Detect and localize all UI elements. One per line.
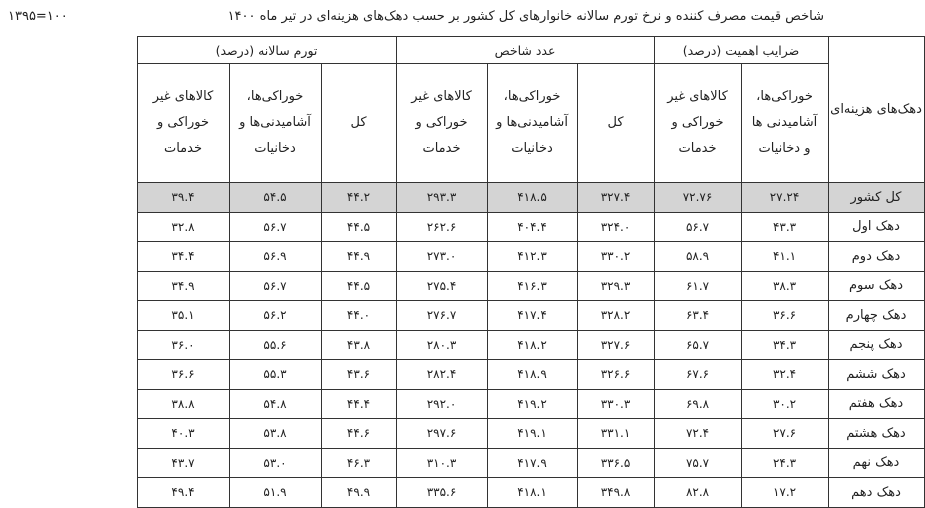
table-row [4,419,924,449]
table-row [4,301,924,331]
cell-t-food: ۵۳.۰ [229,448,321,478]
cell-t-food: ۵۵.۳ [229,360,321,390]
cell-i-total: ۳۳۱.۱ [577,419,654,449]
cell-t-food: ۵۳.۸ [229,419,321,449]
table-body [4,183,924,508]
cell-t-nonfood: ۳۲.۸ [137,212,229,242]
row-label: دهک دوم [828,242,924,272]
cell-i-food: ۴۰۴.۴ [487,212,577,242]
group-header-inflation: تورم سالانه (درصد) [137,37,396,64]
cell-w-food: ۳۶.۶ [741,301,828,331]
row-label: دهک نهم [828,448,924,478]
cell-w-food: ۳۴.۳ [741,330,828,360]
table-row [4,242,924,272]
cell-t-total: ۴۳.۶ [321,360,396,390]
cell-w-food: ۲۷.۲۴ [741,183,828,213]
cell-i-nonfood: ۲۶۲.۶ [396,212,487,242]
cell-i-total: ۳۲۷.۶ [577,330,654,360]
cell-w-nonfood: ۷۲.۷۶ [654,183,741,213]
cell-t-total: ۴۴.۵ [321,212,396,242]
cell-w-food: ۳۲.۴ [741,360,828,390]
cell-t-food: ۵۶.۷ [229,212,321,242]
cell-i-total: ۳۳۰.۲ [577,242,654,272]
cell-w-nonfood: ۶۷.۶ [654,360,741,390]
cell-t-total: ۴۴.۵ [321,271,396,301]
cell-w-food: ۱۷.۲ [741,478,828,508]
cell-t-total: ۴۳.۸ [321,330,396,360]
row-label: کل کشور [828,183,924,213]
cell-i-total: ۳۲۷.۴ [577,183,654,213]
cell-w-nonfood: ۷۵.۷ [654,448,741,478]
subheader-weights-food: خوراکی‌ها، آشامیدنی ها و دخانیات [741,64,828,183]
cell-i-nonfood: ۲۸۰.۳ [396,330,487,360]
table-row [4,212,924,242]
row-label: دهک دهم [828,478,924,508]
cell-w-nonfood: ۵۸.۹ [654,242,741,272]
cell-t-total: ۴۴.۴ [321,389,396,419]
row-label: دهک اول [828,212,924,242]
group-header-index: عدد شاخص [396,37,654,64]
cell-i-total: ۳۲۶.۶ [577,360,654,390]
spacer [4,37,137,183]
cell-w-nonfood: ۶۳.۴ [654,301,741,331]
row-label: دهک ششم [828,360,924,390]
cell-w-nonfood: ۷۲.۴ [654,419,741,449]
subheader-inflation-nonfood: کالاهای غیر خوراکی و خدمات [137,64,229,183]
subheader-inflation-total: کل [321,64,396,183]
table-title: شاخص قیمت مصرف کننده و نرخ تورم سالانه خانوارهای کل کشور بر حسب دهک‌های هزینه‌ای در تیر ماه ۱۴۰۰ [227,9,824,24]
cell-i-nonfood: ۲۹۲.۰ [396,389,487,419]
row-label: دهک چهارم [828,301,924,331]
cell-w-food: ۴۱.۱ [741,242,828,272]
cell-i-food: ۴۱۹.۲ [487,389,577,419]
cell-w-food: ۳۰.۲ [741,389,828,419]
cell-t-total: ۴۴.۰ [321,301,396,331]
row-label: دهک سوم [828,271,924,301]
base-year-note: ۱۳۹۵=۱۰۰ [8,9,68,24]
cell-w-nonfood: ۸۲.۸ [654,478,741,508]
cell-i-nonfood: ۲۷۳.۰ [396,242,487,272]
cell-i-nonfood: ۳۳۵.۶ [396,478,487,508]
cpi-decile-table [4,36,925,508]
cell-w-nonfood: ۶۱.۷ [654,271,741,301]
cell-t-food: ۵۴.۵ [229,183,321,213]
cell-i-nonfood: ۲۹۳.۳ [396,183,487,213]
subheader-inflation-food: خوراکی‌ها، آشامیدنی‌ها و دخانیات [229,64,321,183]
cell-i-food: ۴۱۲.۳ [487,242,577,272]
subheader-index-nonfood: کالاهای غیر خوراکی و خدمات [396,64,487,183]
cell-i-food: ۴۱۸.۹ [487,360,577,390]
cell-t-food: ۵۶.۹ [229,242,321,272]
cell-w-food: ۳۸.۳ [741,271,828,301]
cell-t-food: ۵۵.۶ [229,330,321,360]
table-row [4,271,924,301]
cell-t-nonfood: ۳۴.۹ [137,271,229,301]
cell-i-total: ۳۲۴.۰ [577,212,654,242]
cell-t-food: ۵۶.۷ [229,271,321,301]
cell-w-food: ۲۷.۶ [741,419,828,449]
cell-t-total: ۴۴.۲ [321,183,396,213]
cell-w-nonfood: ۵۶.۷ [654,212,741,242]
cell-i-total: ۳۴۹.۸ [577,478,654,508]
table-caption [0,0,838,34]
cell-t-total: ۴۹.۹ [321,478,396,508]
table-row-national [4,183,924,213]
cell-t-nonfood: ۴۳.۷ [137,448,229,478]
row-label: دهک هشتم [828,419,924,449]
cell-t-total: ۴۶.۳ [321,448,396,478]
subheader-index-total: کل [577,64,654,183]
table-row [4,360,924,390]
cell-i-nonfood: ۲۸۲.۴ [396,360,487,390]
cell-i-total: ۳۳۶.۵ [577,448,654,478]
subheader-index-food: خوراکی‌ها، آشامیدنی‌ها و دخانیات [487,64,577,183]
cell-w-food: ۴۳.۳ [741,212,828,242]
cell-t-nonfood: ۴۹.۴ [137,478,229,508]
cell-w-nonfood: ۶۹.۸ [654,389,741,419]
cell-t-nonfood: ۳۹.۴ [137,183,229,213]
cell-i-nonfood: ۲۷۶.۷ [396,301,487,331]
cell-i-food: ۴۱۸.۲ [487,330,577,360]
cell-t-total: ۴۴.۶ [321,419,396,449]
cell-t-food: ۵۱.۹ [229,478,321,508]
cell-i-food: ۴۱۹.۱ [487,419,577,449]
cell-t-nonfood: ۳۸.۸ [137,389,229,419]
cell-t-nonfood: ۳۶.۶ [137,360,229,390]
cell-w-nonfood: ۶۵.۷ [654,330,741,360]
table-row [4,330,924,360]
table-row [4,448,924,478]
cell-t-food: ۵۴.۸ [229,389,321,419]
row-header-deciles: دهک‌های هزینه‌ای [828,37,924,183]
cell-i-total: ۳۲۹.۳ [577,271,654,301]
cell-i-food: ۴۱۷.۴ [487,301,577,331]
cell-t-food: ۵۶.۲ [229,301,321,331]
cell-t-nonfood: ۳۶.۰ [137,330,229,360]
subheader-weights-nonfood: کالاهای غیر خوراکی و خدمات [654,64,741,183]
cell-i-nonfood: ۲۷۵.۴ [396,271,487,301]
row-label: دهک هفتم [828,389,924,419]
cell-t-total: ۴۴.۹ [321,242,396,272]
cell-i-food: ۴۱۸.۵ [487,183,577,213]
cell-t-nonfood: ۳۴.۴ [137,242,229,272]
table-row [4,389,924,419]
cell-t-nonfood: ۳۵.۱ [137,301,229,331]
cell-i-total: ۳۲۸.۲ [577,301,654,331]
cell-i-food: ۴۱۷.۹ [487,448,577,478]
cell-i-food: ۴۱۸.۱ [487,478,577,508]
cell-i-food: ۴۱۶.۳ [487,271,577,301]
table-row [4,478,924,508]
cell-t-nonfood: ۴۰.۳ [137,419,229,449]
cell-i-nonfood: ۲۹۷.۶ [396,419,487,449]
cell-i-total: ۳۳۰.۳ [577,389,654,419]
group-header-weights: ضرایب اهمیت (درصد) [654,37,828,64]
cell-w-food: ۲۴.۳ [741,448,828,478]
row-label: دهک پنجم [828,330,924,360]
cell-i-nonfood: ۳۱۰.۳ [396,448,487,478]
